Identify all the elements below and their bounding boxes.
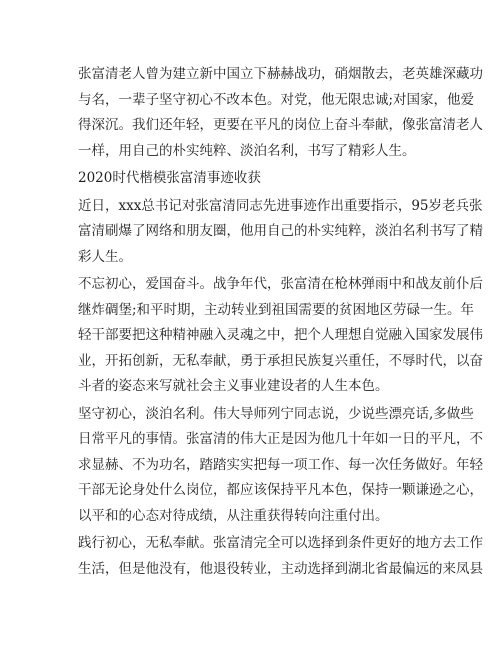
text-line: 以平和的心态对待成绩，从注重获得转向注重付出。 — [78, 507, 389, 524]
section-heading — [78, 166, 426, 192]
document-body — [78, 62, 483, 584]
text-line: 轻干部要把这种精神融入灵魂之中，把个人理想自觉融入国家发展伟 — [78, 327, 483, 343]
text-line: 践行初心，无私奉献。张富清完全可以选择到条件更好的地方去工作 — [78, 535, 483, 551]
paragraph-intro — [78, 62, 483, 164]
paragraph-recent — [78, 194, 483, 271]
text-line: 彩人生。 — [78, 248, 132, 265]
text-line: 斗者的姿态来写就社会主义事业建设者的人生本色。 — [78, 378, 389, 394]
paragraph-struggle — [78, 272, 483, 400]
text-line: 与名，一辈子坚守初心不改本色。对党，他无限忠诚;对国家，他爱 — [78, 91, 475, 108]
heading-text: 2020时代楷模张富清事迹收获 — [78, 170, 261, 186]
text-line: 生活，但是他没有，他退役转业，主动选择到湖北省最偏远的来凤县 — [78, 560, 483, 577]
text-line: 日常平凡的事情。张富清的伟大正是因为他几十年如一日的平凡，不 — [78, 431, 483, 447]
text-line: 张富清老人曾为建立新中国立下赫赫战功，硝烟散去，老英雄深藏功 — [78, 66, 483, 82]
text-line: 继炸碉堡;和平时期，主动转业到祖国需要的贫困地区劳碌一生。年 — [78, 301, 475, 318]
text-line: 一样，用自己的朴实纯粹、淡泊名利，书写了精彩人生。 — [78, 142, 416, 159]
text-line: 富清刷爆了网络和朋友圈，他用自己的朴实纯粹，淡泊名利书写了精 — [78, 223, 483, 239]
text-line: 干部无论身处什么岗位，都应该保持平凡本色，保持一颗谦逊之心， — [78, 482, 483, 498]
text-line: 求显赫、不为功名，踏踏实实把每一项工作、每一次任务做好。年轻 — [78, 456, 483, 473]
text-line: 坚守初心，淡泊名利。伟大导师列宁同志说，少说些漂亮话,多做些 — [78, 405, 474, 422]
text-line: 业，开拓创新，无私奉献，勇于承担民族复兴重任，不辱时代，以奋 — [78, 352, 483, 369]
paragraph-practice — [78, 531, 483, 582]
paragraph-steadfast — [78, 402, 483, 530]
text-line: 近日，xxx总书记对张富清同志先进事迹作出重要指示，95岁老兵张 — [78, 197, 483, 214]
text-line: 不忘初心，爱国奋斗。战争年代，张富清在枪林弹雨中和战友前仆后 — [78, 276, 483, 292]
text-line: 得深沉。我们还年轻，更要在平凡的岗位上奋斗奉献，像张富清老人 — [78, 117, 483, 133]
